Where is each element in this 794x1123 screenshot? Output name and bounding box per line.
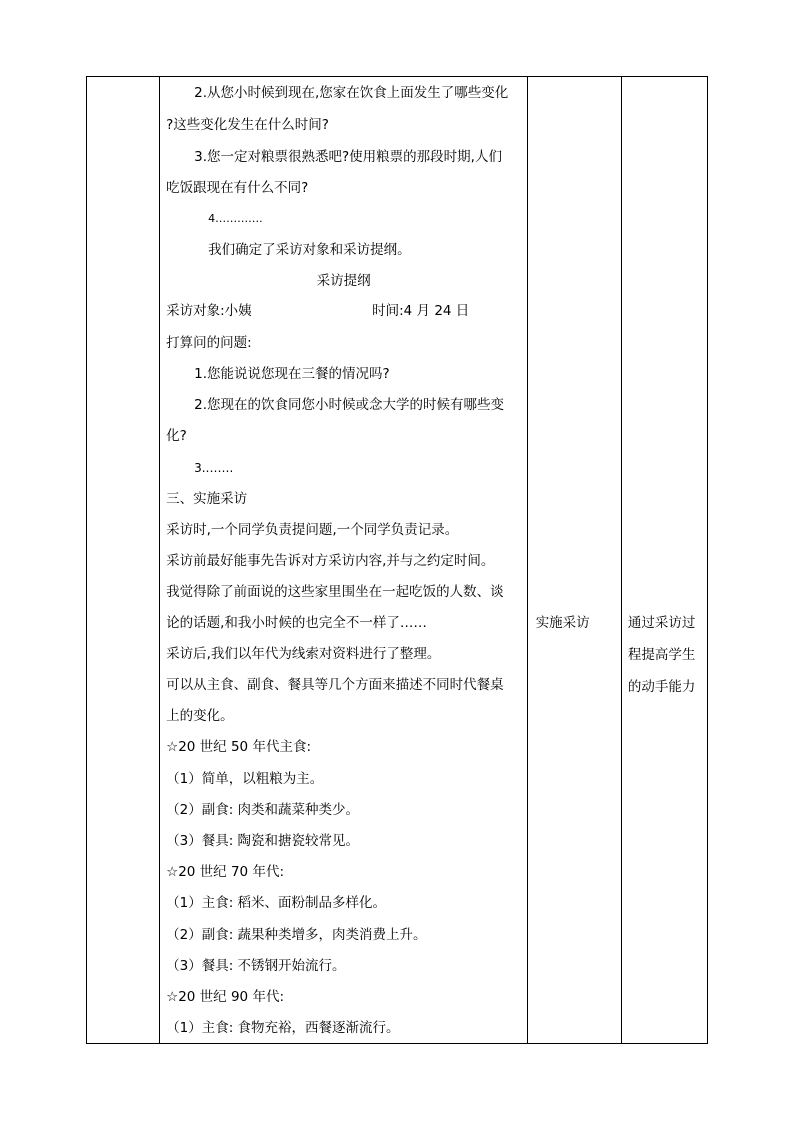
questions-heading: 打算问的问题:	[166, 335, 252, 351]
era-70s-item-2: （2）副食: 蔬果种类增多，肉类消费上升。	[166, 927, 427, 943]
question-3-line-1: 3.您一定对粮票很熟悉吧?使用粮票的那段时期,人们	[194, 149, 502, 165]
interview-line-4: 论的话题,和我小时候的也完全不一样了……	[166, 615, 427, 631]
section-3-heading: 三、实施采访	[166, 491, 248, 507]
purpose-cell	[621, 77, 707, 1044]
interview-time: 时间:4 月 24 日	[372, 303, 470, 319]
outline-question-3: 3.…….	[194, 461, 234, 475]
question-2-line-1: 2.从您小时候到现在,您家在饮食上面发生了哪些变化	[194, 85, 509, 101]
question-2-line-2: ?这些变化发生在什么时间?	[166, 117, 329, 133]
interviewee-line	[166, 301, 470, 321]
interview-line-5: 采访后,我们以年代为线索对资料进行了整理。	[166, 646, 441, 662]
era-50s-item-1: （1）简单，以粗粮为主。	[166, 771, 324, 787]
era-90s-item-1: （1）主食: 食物充裕，西餐逐渐流行。	[166, 1020, 400, 1036]
era-70s-heading: ☆20 世纪 70 年代:	[166, 864, 284, 880]
era-90s-heading: ☆20 世纪 90 年代:	[166, 989, 284, 1005]
outline-question-1: 1.您能说说您现在三餐的情况吗?	[194, 366, 390, 382]
era-50s-heading: ☆20 世纪 50 年代主食:	[166, 739, 311, 755]
era-70s-item-1: （1）主食: 稻米、面粉制品多样化。	[166, 895, 387, 911]
era-70s-item-3: （3）餐具: 不锈钢开始流行。	[166, 958, 346, 974]
confirm-line: 我们确定了采访对象和采访提纲。	[208, 242, 411, 258]
outline-question-2-line-1: 2.您现在的饮食同您小时候或念大学的时候有哪些变	[194, 397, 504, 413]
interview-line-7: 上的变化。	[166, 708, 234, 724]
activity-content-cell	[160, 77, 528, 1044]
purpose-line-1: 通过采访过	[627, 615, 696, 631]
lesson-plan-table	[86, 76, 708, 1044]
interview-line-3: 我觉得除了前面说的这些家里围坐在一起吃饭的人数、谈	[166, 584, 504, 600]
outline-question-2-line-2: 化?	[166, 428, 187, 444]
interview-line-2: 采访前最好能事先告诉对方采访内容,并与之约定时间。	[166, 553, 495, 569]
question-3-line-2: 吃饭跟现在有什么不同?	[166, 180, 309, 196]
outline-heading: 采访提纲	[316, 273, 371, 289]
era-50s-item-3: （3）餐具: 陶瓷和搪瓷较常见。	[166, 833, 360, 849]
blank-cell	[87, 77, 160, 1044]
interview-line-1: 采访时,一个同学负责提问题,一个同学负责记录。	[166, 522, 459, 538]
interviewee-label: 采访对象:小姨	[166, 303, 252, 319]
stage-cell	[527, 77, 621, 1044]
era-50s-item-2: （2）副食: 肉类和蔬菜种类少。	[166, 802, 360, 818]
question-4-line: 4………….	[208, 212, 263, 225]
purpose-line-3: 的动手能力	[627, 679, 696, 695]
purpose-line-2: 程提高学生	[627, 647, 696, 663]
stage-label: 实施采访	[535, 615, 590, 631]
interview-line-6: 可以从主食、副食、餐具等几个方面来描述不同时代餐桌	[166, 677, 504, 693]
